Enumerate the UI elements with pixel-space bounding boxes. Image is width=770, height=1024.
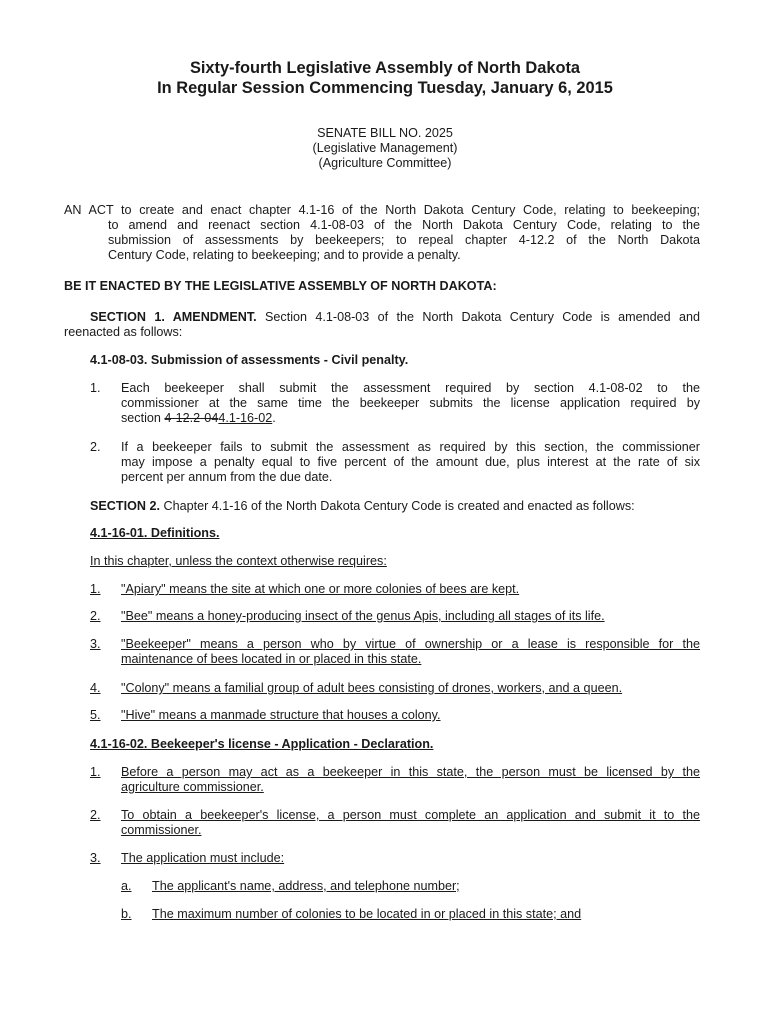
- section-1-item-1: Each beekeeper shall submit the assessment required by section 4.1-08-02 to the commissioner at the same time the beekeeper submits the license application required by section 4-12.2-044.1-16-02.: [121, 381, 700, 425]
- act-title-continuation: to amend and reenact section 4.1-08-03 of the North Dakota Century Code, relating to the submission of assessments by beekeepers; to repeal chapter 4-12.2 of the North Dakota Century Code, relating to beekeeping; and to provide a penalty.: [108, 218, 700, 262]
- definition-4-number: 4.: [90, 681, 101, 695]
- assembly-title: Sixty-fourth Legislative Assembly of North Dakota: [189, 59, 581, 77]
- section-1-item-1-number: 1.: [90, 381, 101, 395]
- application-item-a: The applicant's name, address, and telephone number;: [152, 879, 460, 893]
- license-item-1: Before a person may act as a beekeeper in this state, the person must be licensed by the agriculture commissioner.: [121, 765, 700, 794]
- definitions-heading: 4.1-16-01. Definitions.: [90, 526, 220, 540]
- section-1-item-2: If a beekeeper fails to submit the assessment as required by this section, the commissioner may impose a penalty equal to five percent of the amount due, plus interest at the rate of six percent per annum from the due date.: [121, 440, 700, 484]
- section-2-heading: SECTION 2.: [90, 499, 160, 513]
- struck-text: 4-12.2-04: [164, 411, 219, 425]
- definition-bee: "Bee" means a honey-producing insect of the genus Apis, including all stages of its life.: [121, 609, 605, 623]
- license-item-3: The application must include:: [121, 851, 285, 865]
- section-1-subheading: 4.1-08-03. Submission of assessments - Civil penalty.: [90, 353, 409, 367]
- enacting-clause: BE IT ENACTED BY THE LEGISLATIVE ASSEMBLY OF NORTH DAKOTA:: [64, 279, 497, 293]
- added-text: 4.1-16-02: [218, 411, 273, 425]
- section-1-intro: SECTION 1. AMENDMENT. Section 4.1-08-03 of the North Dakota Century Code is amended and reenacted as follows:: [64, 310, 700, 339]
- definition-hive: "Hive" means a manmade structure that houses a colony.: [121, 708, 441, 722]
- license-item-1-number: 1.: [90, 765, 101, 779]
- definition-2-number: 2.: [90, 609, 101, 623]
- license-item-2: To obtain a beekeeper's license, a person must complete an application and submit it to the commissioner.: [121, 808, 700, 837]
- definitions-intro: In this chapter, unless the context otherwise requires:: [90, 554, 387, 568]
- application-item-a-letter: a.: [121, 879, 132, 893]
- section-2-intro: SECTION 2. Chapter 4.1-16 of the North Dakota Century Code is created and enacted as follows:: [90, 499, 635, 513]
- definition-colony: "Colony" means a familial group of adult bees consisting of drones, workers, and a queen.: [121, 681, 623, 695]
- license-heading: 4.1-16-02. Beekeeper's license - Application - Declaration.: [90, 737, 434, 751]
- application-item-b-letter: b.: [121, 907, 132, 921]
- bill-number: SENATE BILL NO. 2025: [317, 126, 453, 140]
- definition-3-number: 3.: [90, 637, 101, 651]
- definition-apiary: "Apiary" means the site at which one or more colonies of bees are kept.: [121, 582, 520, 596]
- definition-5-number: 5.: [90, 708, 101, 722]
- application-item-b: The maximum number of colonies to be located in or placed in this state; and: [152, 907, 582, 921]
- section-1-heading: SECTION 1. AMENDMENT.: [90, 310, 257, 324]
- sponsor-line-2: (Agriculture Committee): [318, 156, 452, 170]
- sponsor-line-1: (Legislative Management): [312, 141, 458, 155]
- definition-1-number: 1.: [90, 582, 101, 596]
- section-1-item-2-number: 2.: [90, 440, 101, 454]
- session-title: In Regular Session Commencing Tuesday, January 6, 2015: [157, 79, 613, 97]
- act-title-line-1: AN ACT to create and enact chapter 4.1-16 of the North Dakota Century Code, relating to beekeeping;: [64, 203, 700, 217]
- definition-beekeeper: "Beekeeper" means a person who by virtue of ownership or a lease is responsible for the maintenance of bees located in or placed in this state.: [121, 637, 700, 666]
- license-item-2-number: 2.: [90, 808, 101, 822]
- license-item-3-number: 3.: [90, 851, 101, 865]
